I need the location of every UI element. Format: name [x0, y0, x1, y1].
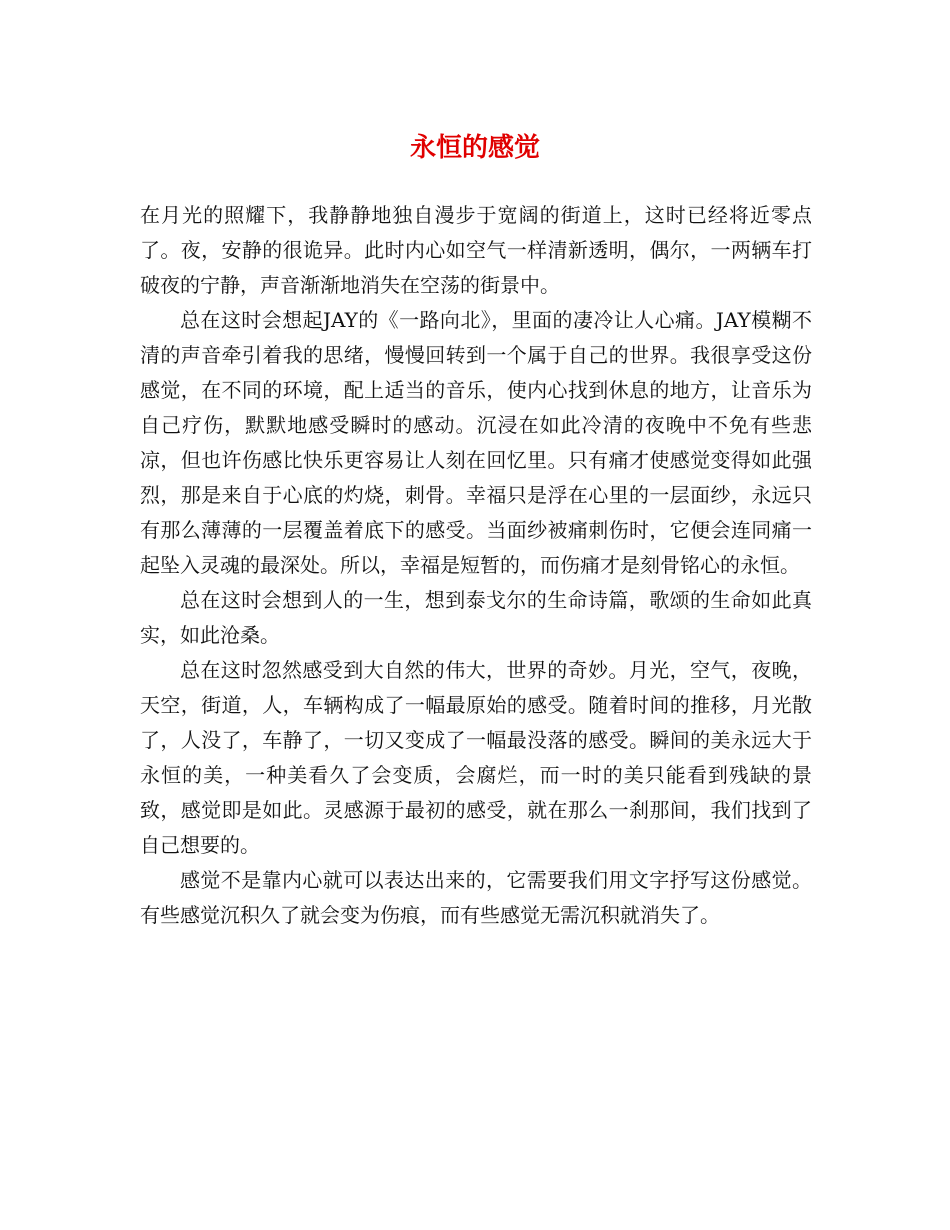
paragraph-4: 总在这时忽然感受到大自然的伟大，世界的奇妙。月光，空气，夜晚，天空，街道，人，车辆构成了一幅最原始的感受。随着时间的推移，月光散了，人没了，车静了，一切又变成了一幅最没落的感受。瞬间的美永远大于永恒的美，一种美看久了会变质，会腐烂，而一时的美只能看到残缺的景致，感觉即是如此。灵感源于最初的感受，就在那么一刹那间，我们找到了自己想要的。 [140, 658, 812, 857]
paragraph-1: 在月光的照耀下，我静静地独自漫步于宽阔的街道上，这时已经将近零点了。夜，安静的很诡异。此时内心如空气一样清新透明，偶尔，一两辆车打破夜的宁静，声音渐渐地消失在空荡的街景中。 [140, 203, 812, 297]
paragraph-3: 总在这时会想到人的一生，想到泰戈尔的生命诗篇，歌颂的生命如此真实，如此沧桑。 [140, 588, 812, 647]
document-title: 永恒的感觉 [409, 133, 540, 163]
paragraph-5: 感觉不是靠内心就可以表达出来的，它需要我们用文字抒写这份感觉。有些感觉沉积久了就会变为伤痕，而有些感觉无需沉积就消失了。 [140, 868, 812, 927]
document-body [140, 198, 812, 933]
paragraph-2: 总在这时会想起JAY的《一路向北》，里面的凄冷让人心痛。JAY模糊不清的声音牵引着我的思绪，慢慢回转到一个属于自己的世界。我很享受这份感觉，在不同的环境，配上适当的音乐，使内心找到休息的地方，让音乐为自己疗伤，默默地感受瞬时的感动。沉浸在如此冷清的夜晚中不免有些悲凉，但也许伤感比快乐更容易让人刻在回忆里。只有痛才使感觉变得如此强烈，那是来自于心底的灼烧，刺骨。幸福只是浮在心里的一层面纱，永远只有那么薄薄的一层覆盖着底下的感受。当面纱被痛刺伤时，它便会连同痛一起坠入灵魂的最深处。所以，幸福是短暂的，而伤痛才是刻骨铭心的永恒。 [140, 308, 812, 577]
